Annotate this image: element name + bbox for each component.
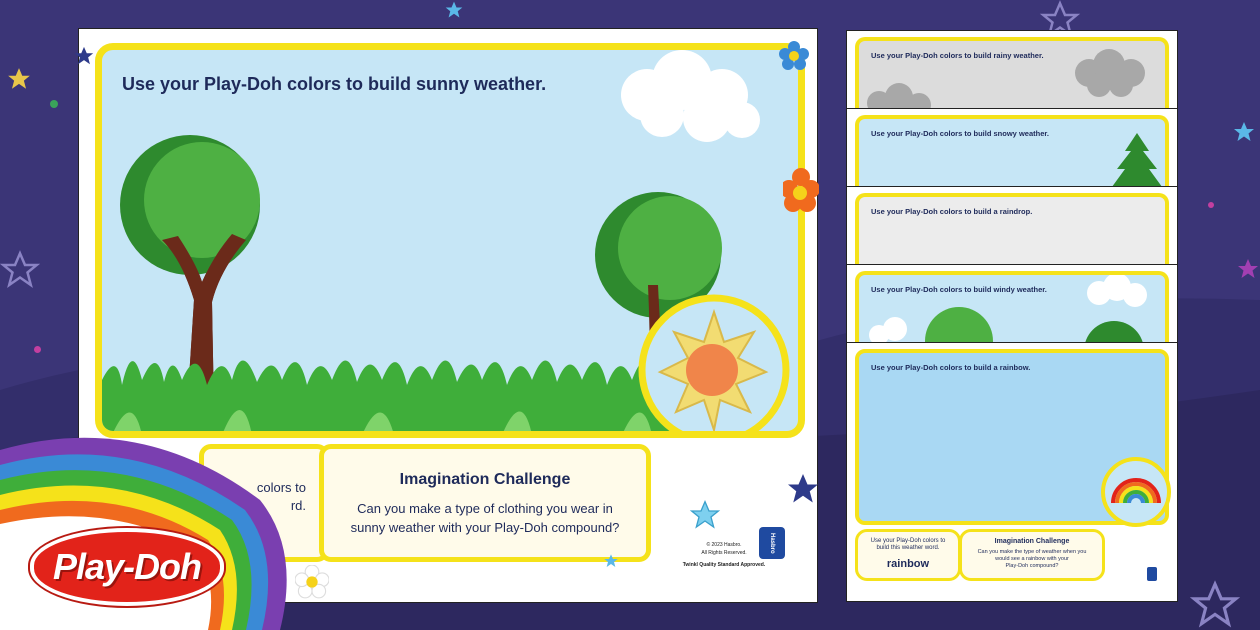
- star-icon: [689, 499, 721, 531]
- rainbow-word-panel: [855, 529, 961, 581]
- star-icon: [6, 66, 32, 92]
- confetti-dot: [50, 100, 58, 108]
- play-doh-logo-text: Play-Doh: [52, 546, 202, 587]
- rainbow-challenge-line3: Play-Doh compound?: [1005, 563, 1059, 569]
- star-outline-icon: [0, 250, 40, 290]
- thumbnail-raindrop[interactable]: [846, 186, 1178, 266]
- rainbow-challenge-line2: would see a rainbow with your: [995, 556, 1069, 562]
- star-icon: [785, 463, 821, 515]
- star-icon: [73, 45, 95, 67]
- scene-title: Use your Play-Doh colors to build sunny weather.: [122, 74, 547, 94]
- confetti-dot: [1208, 202, 1214, 208]
- challenge-text-line2: sunny weather with your Play-Doh compound?: [350, 520, 620, 535]
- thumbnail-rainbow[interactable]: [846, 342, 1178, 602]
- flower-icon: [295, 565, 329, 599]
- word-panel-line1: colors to: [256, 480, 306, 495]
- copyright-line1: © 2023 Hasbro.: [706, 542, 742, 548]
- thumbnail-title: Use your Play-Doh colors to build a raindrop.: [871, 207, 1033, 216]
- star-icon: [603, 553, 619, 569]
- thumbnail-rainy[interactable]: [846, 30, 1178, 110]
- pine-tree-icon: [1109, 131, 1165, 187]
- hasbro-logo: Hasbro: [759, 527, 785, 559]
- scene-art: [102, 50, 802, 435]
- word-panel-line2: rd.: [290, 498, 306, 513]
- thumbnail-title: Use your Play-Doh colors to build windy weather.: [871, 285, 1047, 294]
- star-icon: [1236, 254, 1260, 284]
- rainbow-word: rainbow: [886, 558, 930, 570]
- thumbnail-title: Use your Play-Doh colors to build rainy weather.: [871, 51, 1044, 60]
- thumbnail-windy[interactable]: [846, 264, 1178, 344]
- rainbow-scene: [855, 349, 1169, 525]
- star-icon: [1232, 120, 1256, 144]
- star-icon: [440, 0, 468, 20]
- challenge-text-line1: Can you make a type of clothing you wear in: [357, 501, 613, 516]
- copyright-line2: All Rights Reserved.: [701, 550, 747, 556]
- rainbow-challenge-line1: Can you make the type of weather when you: [977, 549, 1087, 555]
- challenge-heading: Imagination Challenge: [399, 471, 571, 488]
- thumbnail-snowy[interactable]: [846, 108, 1178, 188]
- rainbow-icon: [1099, 455, 1173, 529]
- confetti-dot: [34, 346, 41, 353]
- rainbow-word-prompt-line2: build this weather word.: [876, 545, 940, 551]
- rainbow-challenge-panel: [959, 529, 1105, 581]
- thumbnail-title: Use your Play-Doh colors to build a rainbow.: [871, 363, 1031, 372]
- challenge-panel: [319, 444, 651, 562]
- cloud-icon: [621, 50, 760, 142]
- star-outline-icon: [1190, 580, 1240, 630]
- flower-icon: [783, 167, 819, 227]
- rainbow-word-prompt-line1: Use your Play-Doh colors to: [870, 538, 946, 544]
- quality-text: Twinkl Quality Standard Approved.: [682, 562, 766, 568]
- rainbow-challenge-heading: Imagination Challenge: [994, 538, 1070, 545]
- thumbnail-title: Use your Play-Doh colors to build snowy weather.: [871, 129, 1049, 138]
- hasbro-logo-small: [1147, 567, 1157, 581]
- sunny-scene: [95, 43, 805, 438]
- flower-icon: [779, 41, 809, 71]
- play-doh-logo: [30, 528, 224, 606]
